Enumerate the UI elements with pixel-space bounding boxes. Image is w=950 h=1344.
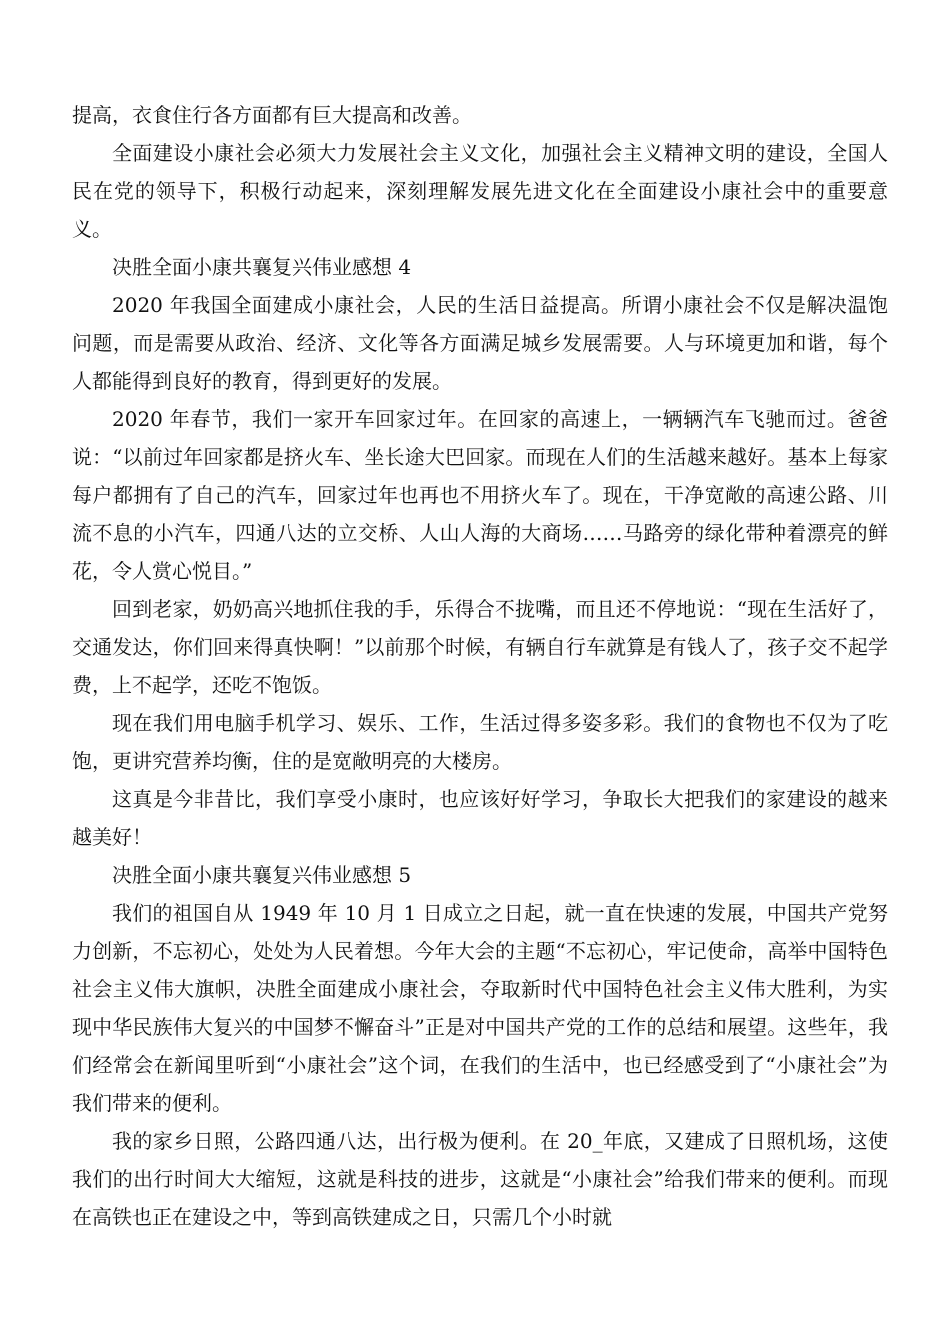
paragraph-modern-life: 现在我们用电脑手机学习、娱乐、工作，生活过得多姿多彩。我们的食物也不仅为了吃饱，更讲究营养均衡，住的是宽敞明亮的大楼房。 (72, 711, 888, 773)
paragraph-continuation: 提高，衣食住行各方面都有巨大提高和改善。 (72, 103, 472, 127)
paragraph-spring-festival: 2020 年春节，我们一家开车回家过年。在回家的高速上，一辆辆汽车飞驰而过。爸爸说：“以前过年回家都是挤火车、坐长途大巴回家。而现在人们的生活越来越好。基本上每家每户都拥有了自己的汽车，回家过年也再也不用挤火车了。现在，干净宽敞的高速公路、川流不息的小汽车，四通八达的立交桥、人山人海的大商场……马路旁的绿化带种着漂亮的鲜花，令人赏心悦目。” (72, 407, 888, 583)
paragraph-culture: 全面建设小康社会必须大力发展社会主义文化，加强社会主义精神文明的建设，全国人民在党的领导下，积极行动起来，深刻理解发展先进文化在全面建设小康社会中的重要意义。 (72, 141, 888, 241)
document-page (72, 96, 888, 1236)
paragraph-2020-society: 2020 年我国全面建成小康社会，人民的生活日益提高。所谓小康社会不仅是解决温饱问题，而是需要从政治、经济、文化等各方面满足城乡发展需要。人与环境更加和谐，每个人都能得到良好的教育，得到更好的发展。 (72, 293, 888, 393)
paragraph-grandma: 回到老家，奶奶高兴地抓住我的手，乐得合不拢嘴，而且还不停地说：“现在生活好了，交通发达，你们回来得真快啊！”以前那个时候，有辆自行车就算是有钱人了，孩子交不起学费，上不起学，还吃不饱饭。 (72, 597, 888, 697)
section-heading-4: 决胜全面小康共襄复兴伟业感想 4 (112, 255, 412, 279)
paragraph-conclusion-4: 这真是今非昔比，我们享受小康时，也应该好好学习，争取长大把我们的家建设的越来越美好！ (72, 787, 888, 849)
section-heading-5: 决胜全面小康共襄复兴伟业感想 5 (112, 863, 412, 887)
paragraph-hometown: 我的家乡日照，公路四通八达，出行极为便利。在 20_年底，又建成了日照机场，这使我们的出行时间大大缩短，这就是科技的进步，这就是“小康社会”给我们带来的便利。而现在高铁也正在建设之中，等到高铁建成之日，只需几个小时就 (72, 1129, 888, 1229)
paragraph-motherland: 我们的祖国自从 1949 年 10 月 1 日成立之日起，就一直在快速的发展，中国共产党努力创新，不忘初心，处处为人民着想。今年大会的主题“不忘初心，牢记使命，高举中国特色社会主义伟大旗帜，决胜全面建成小康社会，夺取新时代中国特色社会主义伟大胜利，为实现中华民族伟大复兴的中国梦不懈奋斗”正是对中国共产党的工作的总结和展望。这些年，我们经常会在新闻里听到“小康社会”这个词，在我们的生活中，也已经感受到了“小康社会”为我们带来的便利。 (72, 901, 888, 1115)
